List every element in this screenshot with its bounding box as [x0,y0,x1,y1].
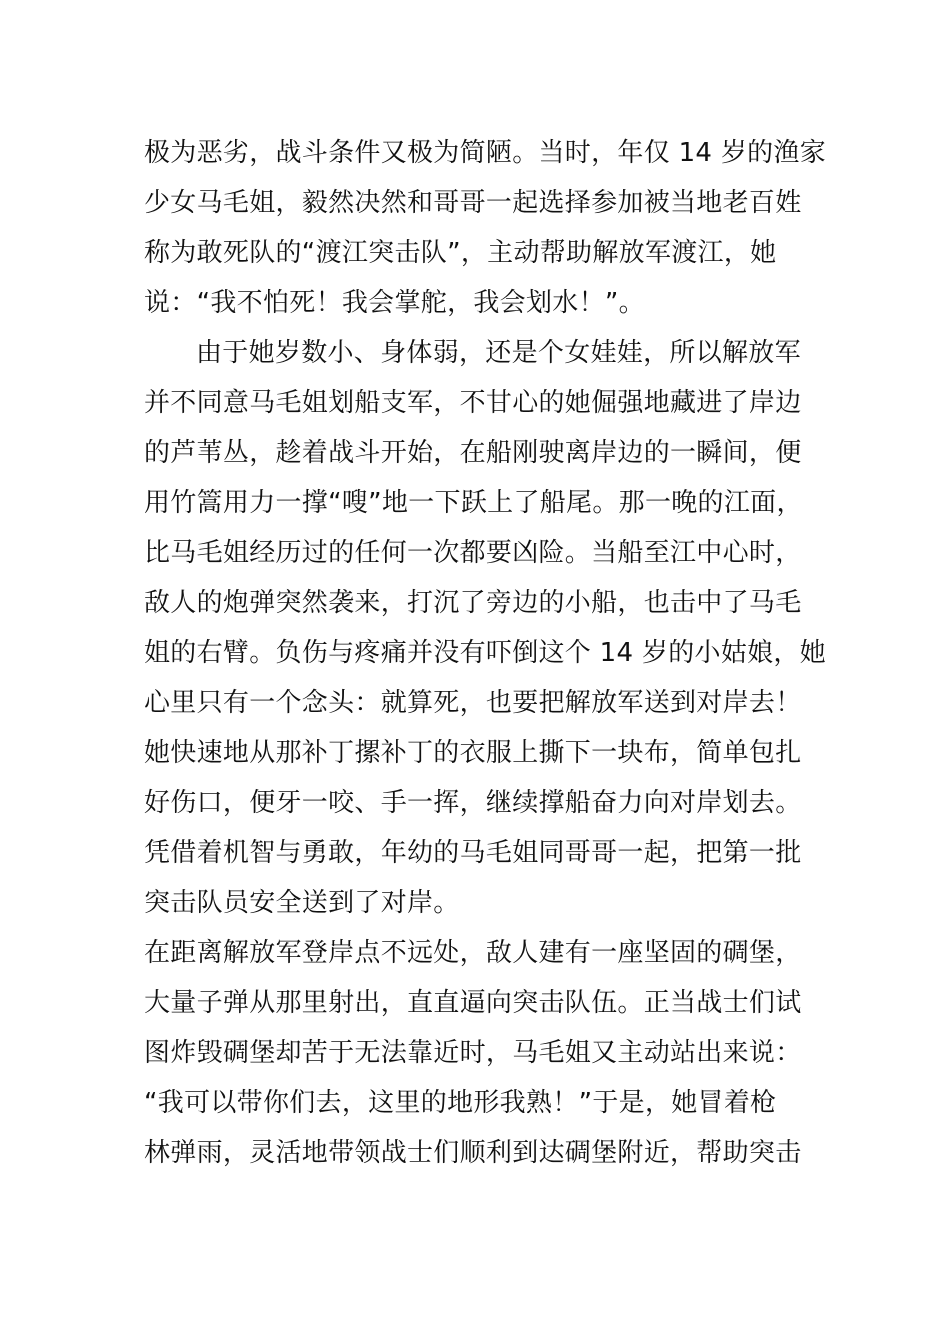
text-line: 的芦苇丛，趁着战斗开始，在船刚驶离岸边的一瞬间，便 [144,438,802,468]
text-line: 少女马毛姐，毅然决然和哥哥一起选择参加被当地老百姓 [144,188,802,218]
text-line: 心里只有一个念头：就算死，也要把解放军送到对岸去！ [144,688,802,718]
text-line: 突击队员安全送到了对岸。 [144,888,460,918]
text-line: 好伤口，便牙一咬、手一挥，继续撑船奋力向对岸划去。 [144,788,802,818]
text-line: 她快速地从那补丁摞补丁的衣服上撕下一块布，简单包扎 [144,738,802,768]
text-line: 大量子弹从那里射出，直直逼向突击队伍。正当战士们试 [144,988,802,1018]
body-text [144,128,827,1178]
text-line: 用竹篙用力一撑“嗖”地一下跃上了船尾。那一晚的江面， [144,488,803,518]
text-line: 由于她岁数小、身体弱，还是个女娃娃，所以解放军 [196,338,801,368]
text-line: 图炸毁碉堡却苦于无法靠近时，马毛姐又主动站出来说： [144,1038,802,1068]
text-line: 敌人的炮弹突然袭来，打沉了旁边的小船，也击中了马毛 [144,588,802,618]
text-line: 说：“我不怕死！我会掌舵，我会划水！”。 [144,288,645,318]
text-line: 极为恶劣，战斗条件又极为简陋。当时，年仅 14 岁的渔家 [144,138,827,168]
text-line: 凭借着机智与勇敢，年幼的马毛姐同哥哥一起，把第一批 [144,838,802,868]
text-line: 比马毛姐经历过的任何一次都要凶险。当船至江中心时， [144,538,802,568]
text-line: 林弹雨，灵活地带领战士们顺利到达碉堡附近，帮助突击 [144,1138,802,1168]
text-line: 在距离解放军登岸点不远处，敌人建有一座坚固的碉堡， [144,938,802,968]
text-line: 并不同意马毛姐划船支军，不甘心的她倔强地藏进了岸边 [144,388,802,418]
text-line: 称为敢死队的“渡江突击队”，主动帮助解放军渡江，她 [144,238,777,268]
text-line: “我可以带你们去，这里的地形我熟！”于是，她冒着枪 [144,1088,777,1118]
text-line: 姐的右臂。负伤与疼痛并没有吓倒这个 14 岁的小姑娘，她 [144,638,827,668]
